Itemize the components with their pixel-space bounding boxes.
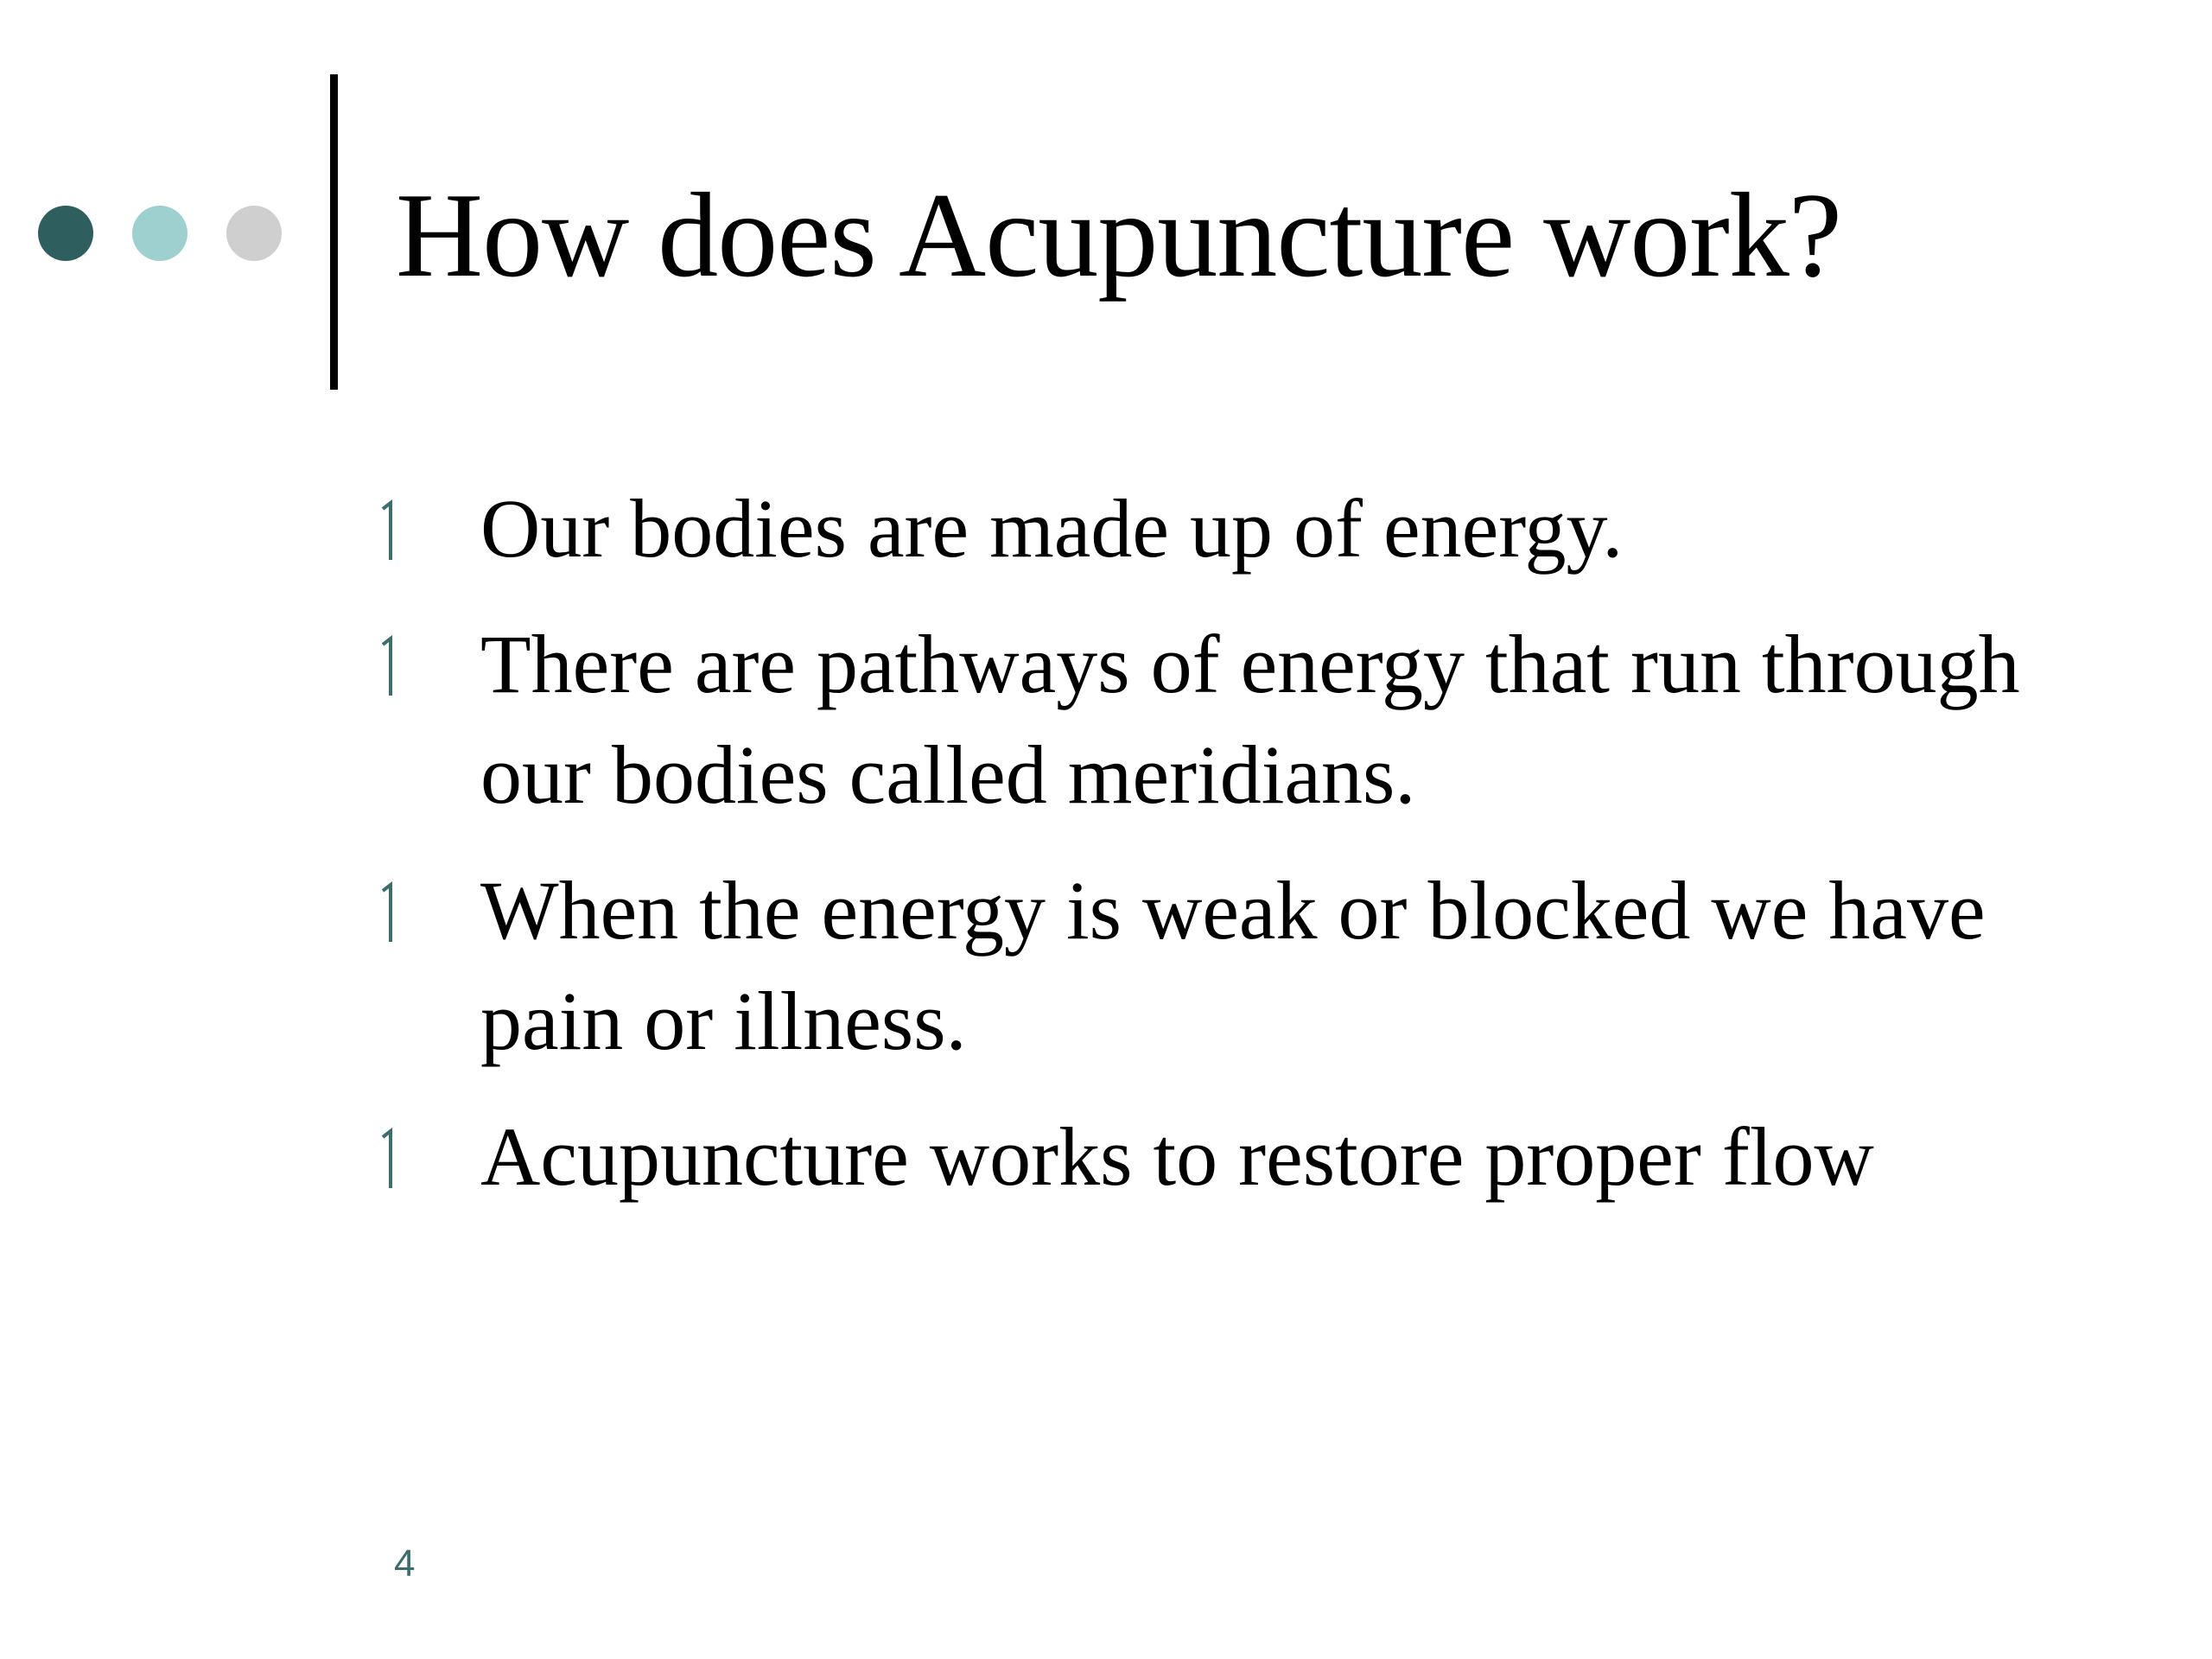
decorative-dot-light xyxy=(132,206,188,261)
bullet-item xyxy=(380,474,2074,584)
tick-bullet-icon xyxy=(380,635,399,699)
bullet-text: When the energy is weak or blocked we have pain or illness. xyxy=(480,864,1986,1067)
bullet-text: There are pathways of energy that run through our bodies called meridians. xyxy=(480,618,2020,821)
bullet-item xyxy=(380,1102,2074,1212)
title-divider-line xyxy=(330,74,338,390)
bullet-text: Our bodies are made up of energy. xyxy=(480,482,1624,575)
bullet-item xyxy=(380,855,2074,1077)
slide-title: How does Acupuncture work? xyxy=(396,168,1842,302)
bullet-item xyxy=(380,609,2074,830)
decorative-dot-dark xyxy=(38,206,93,261)
page-number: 4 xyxy=(394,1542,416,1585)
tick-bullet-icon xyxy=(380,881,399,945)
tick-bullet-icon xyxy=(380,1128,399,1192)
tick-bullet-icon xyxy=(380,499,399,563)
bullet-list xyxy=(380,474,2074,1237)
bullet-text: Acupuncture works to restore proper flow xyxy=(480,1110,1874,1203)
decorative-dot-gray xyxy=(226,206,282,261)
